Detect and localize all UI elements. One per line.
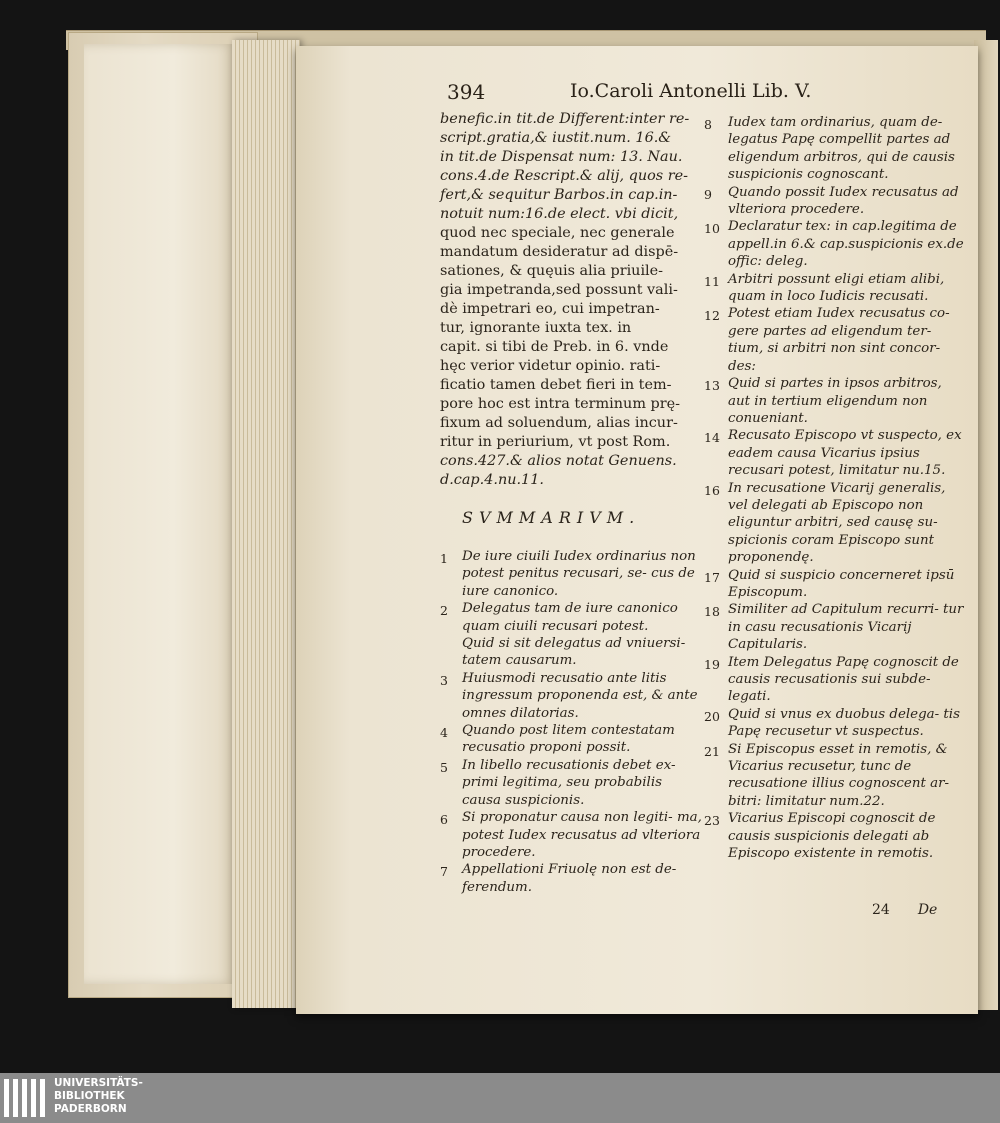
entry-text: Declaratur tex: in cap.legitima de appell.in 6.& cap.suspicionis ex.de offic: deleg.	[728, 219, 964, 270]
entry-text: Si proponatur causa non legiti- ma, potest Iudex recusatus ad vlteriora procedere.	[462, 810, 702, 860]
body-line: tur, ignorante iuxta tex. in	[440, 320, 632, 336]
entry-number: 2	[440, 603, 448, 619]
entry-text: Recusato Episcopo vt suspecto, ex eadem causa Vicarius ipsius recusari potest, limitatur nu.15.	[728, 428, 962, 479]
signature-number: 24	[872, 902, 890, 918]
summary-entry	[704, 480, 966, 567]
running-title: Io.Caroli Antonelli Lib. V.	[570, 80, 812, 102]
summary-entry	[704, 427, 966, 479]
entry-number: 11	[704, 273, 720, 289]
entry-text: Item Delegatus Papę cognoscit de causis recusationis sui subde- legati.	[728, 654, 959, 705]
entry-number: 9	[704, 186, 712, 202]
summary-entry	[440, 809, 702, 861]
entry-number: 4	[440, 725, 448, 741]
entry-text: In recusatione Vicarij generalis, vel delegati ab Episcopo non eliguntur arbitri, sed causę su- spicionis coram Episcopo sunt proponendę.	[728, 480, 946, 566]
entry-number: 20	[704, 708, 720, 724]
body-line: quod nec speciale, nec generale	[440, 225, 675, 241]
entry-number: 10	[704, 221, 720, 237]
summary-entry	[440, 548, 702, 600]
entry-text: Delegatus tam de iure canonico quam ciuili recusari potest.	[462, 601, 678, 634]
summary-entry	[440, 757, 702, 809]
summary-entry	[704, 184, 966, 219]
entry-number: 23	[704, 813, 720, 829]
library-name-line1: UNIVERSITÄTS-	[54, 1077, 143, 1089]
summary-heading: SVMMARIVM.	[462, 508, 641, 527]
summary-entry	[704, 741, 966, 811]
body-line: dè impetrari eo, cui impetran-	[440, 301, 660, 317]
summary-entry	[440, 861, 702, 896]
entry-number: 5	[440, 759, 448, 775]
flyleaf-page	[84, 44, 234, 984]
body-line: cons.427.& alios notat Genuens.	[440, 453, 677, 469]
entry-text: Similiter ad Capitulum recurri- tur in casu recusationis Vicarij Capitularis.	[728, 602, 964, 653]
entry-number: 13	[704, 378, 720, 394]
entry-text: Quando post litem contestatam recusatio proponi possit.	[462, 723, 675, 756]
summary-entry	[704, 218, 966, 270]
summary-entry	[440, 670, 702, 722]
entry-text: De iure ciuili Iudex ordinarius non potest penitus recusari, se- cus de iure canonico.	[462, 549, 696, 599]
entry-number: 16	[704, 482, 720, 498]
library-logo-icon	[4, 1079, 45, 1117]
summary-entry	[704, 654, 966, 706]
library-footer	[0, 1073, 1000, 1123]
entry-text: Appellationi Friuolę non est de- ferendum.	[462, 862, 677, 895]
entry-text: Huiusmodi recusatio ante litis ingressum proponenda est, & ante omnes dilatorias.	[462, 670, 698, 721]
entry-number: 8	[704, 117, 712, 132]
entry-number: 19	[704, 656, 720, 672]
summary-entry	[704, 706, 966, 741]
entry-text: Arbitri possunt eligi etiam alibi, quam in loco Iudicis recusati.	[728, 271, 945, 305]
body-line: benefic.in tit.de Different:inter re-	[440, 111, 690, 127]
entry-text: Quid si partes in ipsos arbitros, aut in tertium eligendum non conueniant.	[728, 376, 942, 426]
summary-entry	[704, 810, 966, 862]
entry-text: Vicarius Episcopi cognoscit de causis suspicionis delegati ab Episcopo existente in remotis.	[728, 811, 936, 862]
body-line: ritur in periurium, vt post Rom.	[440, 434, 671, 450]
body-line: ficatio tamen debet fieri in tem-	[440, 377, 672, 393]
body-line: sationes, & quęuis alia priuile-	[440, 263, 664, 279]
entry-number: 1	[440, 551, 448, 566]
summary-entry	[704, 114, 966, 184]
summary-entry	[704, 601, 966, 653]
catchword-line	[872, 902, 937, 918]
entry-number: 12	[704, 308, 720, 324]
entry-number: 21	[704, 743, 720, 759]
body-line: gia impetranda,sed possunt vali-	[440, 282, 678, 298]
body-line: script.gratia,& iustit.num. 16.&	[440, 130, 672, 146]
entry-number	[440, 635, 462, 670]
body-line: mandatum desideratur ad dispē-	[440, 244, 679, 260]
summary-left-list	[440, 548, 702, 896]
summary-entry	[704, 271, 966, 306]
body-line: pore hoc est intra terminum prę-	[440, 396, 681, 412]
library-name-line3: PADERBORN	[54, 1103, 127, 1115]
library-name-line2: BIBLIOTHEK	[54, 1090, 125, 1102]
entry-text: Quid si suspicio concerneret ipsū Episcopum.	[728, 567, 955, 600]
left-column-text	[440, 110, 702, 490]
entry-text: Iudex tam ordinarius, quam de- legatus Papę compellit partes ad eligendum arbitros, qui de causis suspicionis cognoscant.	[728, 115, 955, 183]
entry-number: 14	[704, 430, 720, 446]
entry-text: In libello recusationis debet ex- primi legitima, seu probabilis causa suspicionis.	[462, 757, 676, 808]
entry-text: Potest etiam Iudex recusatus co- gere partes ad eligendum ter- tium, si arbitri non sint concor- des:	[728, 306, 950, 374]
body-line: cons.4.de Rescript.& alij, quos re-	[440, 168, 688, 184]
entry-number: 17	[704, 569, 720, 585]
summary-right-list	[704, 114, 966, 862]
summary-entry	[440, 722, 702, 757]
entry-text: Quid si vnus ex duobus delega- tis Papę recusetur vt suspectus.	[728, 706, 960, 740]
entry-number: 3	[440, 672, 448, 688]
entry-text: Quando possit Iudex recusatus ad vlteriora procedere.	[728, 184, 959, 218]
summary-entry	[704, 305, 966, 375]
page-stack-edge	[232, 40, 300, 1008]
body-line: notuit num:16.de elect. vbi dicit,	[440, 206, 679, 222]
body-line: fixum ad soluendum, alias incur-	[440, 415, 678, 431]
entry-number: 7	[440, 864, 448, 880]
body-line: d.cap.4.nu.11.	[440, 472, 544, 488]
entry-number: 6	[440, 812, 448, 828]
summary-entry	[704, 375, 966, 427]
body-line: fert,& sequitur Barbos.in cap.in-	[440, 187, 678, 203]
entry-text: Quid si sit delegatus ad vniuersi- tatem causarum.	[462, 636, 686, 669]
summary-entry	[440, 635, 702, 670]
body-line: in tit.de Dispensat num: 13. Nau.	[440, 149, 683, 165]
summary-entry	[704, 567, 966, 602]
summary-entry	[440, 600, 702, 635]
entry-text: Si Episcopus esset in remotis, & Vicarius recusetur, tunc de recusatione illius cognoscent ar- bitri: limitatur num.22.	[728, 741, 950, 809]
entry-number: 18	[704, 604, 720, 620]
body-line: hęc verior videtur opinio. rati-	[440, 358, 661, 374]
page-number: 394	[447, 80, 486, 104]
catchword: De	[917, 902, 938, 918]
library-name	[54, 1077, 143, 1116]
body-line: capit. si tibi de Preb. in 6. vnde	[440, 339, 669, 355]
